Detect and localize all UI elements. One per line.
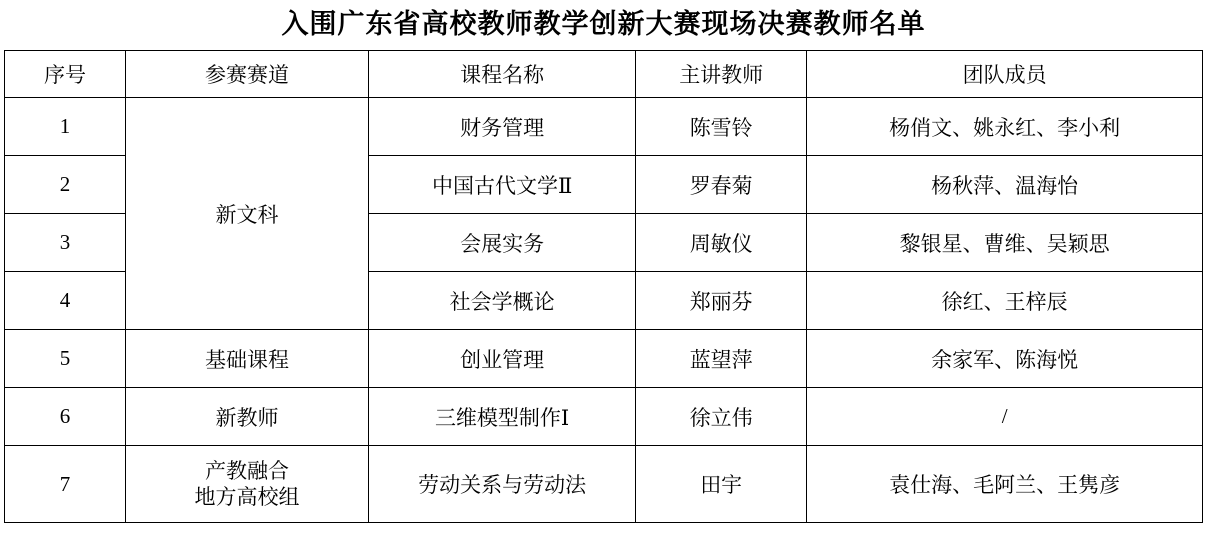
cell-course: 劳动关系与劳动法 [369,446,636,523]
cell-course: 会展实务 [369,214,636,272]
cell-course: 中国古代文学Ⅱ [369,156,636,214]
cell-seq: 1 [5,98,126,156]
cell-teacher: 陈雪铃 [636,98,807,156]
table-body [5,98,1203,523]
cell-course: 财务管理 [369,98,636,156]
table-row [5,330,1203,388]
roster-table [4,50,1203,523]
cell-teacher: 田宇 [636,446,807,523]
table-header-row [5,51,1203,98]
column-header-seq: 序号 [5,51,126,98]
cell-team: 余家军、陈海悦 [807,330,1203,388]
column-header-teacher: 主讲教师 [636,51,807,98]
page-title: 入围广东省高校教师教学创新大赛现场决赛教师名单 [281,9,926,39]
table-row [5,446,1203,523]
cell-track: 新教师 [125,388,368,446]
cell-course: 三维模型制作Ⅰ [369,388,636,446]
table-header [5,51,1203,98]
cell-track-merged: 新文科 [125,98,368,330]
cell-team: 徐红、王梓辰 [807,272,1203,330]
cell-team: 黎银星、曹维、吴颖思 [807,214,1203,272]
cell-team: / [807,388,1203,446]
cell-teacher: 徐立伟 [636,388,807,446]
cell-seq: 2 [5,156,126,214]
cell-seq: 6 [5,388,126,446]
table-row [5,98,1203,156]
cell-seq: 3 [5,214,126,272]
cell-teacher: 郑丽芬 [636,272,807,330]
cell-seq: 4 [5,272,126,330]
cell-teacher: 罗春菊 [636,156,807,214]
cell-course: 创业管理 [369,330,636,388]
cell-seq: 5 [5,330,126,388]
cell-team: 杨俏文、姚永红、李小利 [807,98,1203,156]
cell-team: 杨秋萍、温海怡 [807,156,1203,214]
cell-team: 袁仕海、毛阿兰、王隽彦 [807,446,1203,523]
column-header-team: 团队成员 [807,51,1203,98]
cell-track-line2: 地方高校组 [194,485,300,510]
cell-track-line1: 产教融合 [205,459,290,484]
cell-course: 社会学概论 [369,272,636,330]
cell-teacher: 蓝望萍 [636,330,807,388]
table-row [5,388,1203,446]
cell-teacher: 周敏仪 [636,214,807,272]
cell-seq: 7 [5,446,126,523]
cell-track: 基础课程 [125,330,368,388]
cell-track [125,446,368,523]
column-header-course: 课程名称 [369,51,636,98]
column-header-track: 参赛赛道 [125,51,368,98]
